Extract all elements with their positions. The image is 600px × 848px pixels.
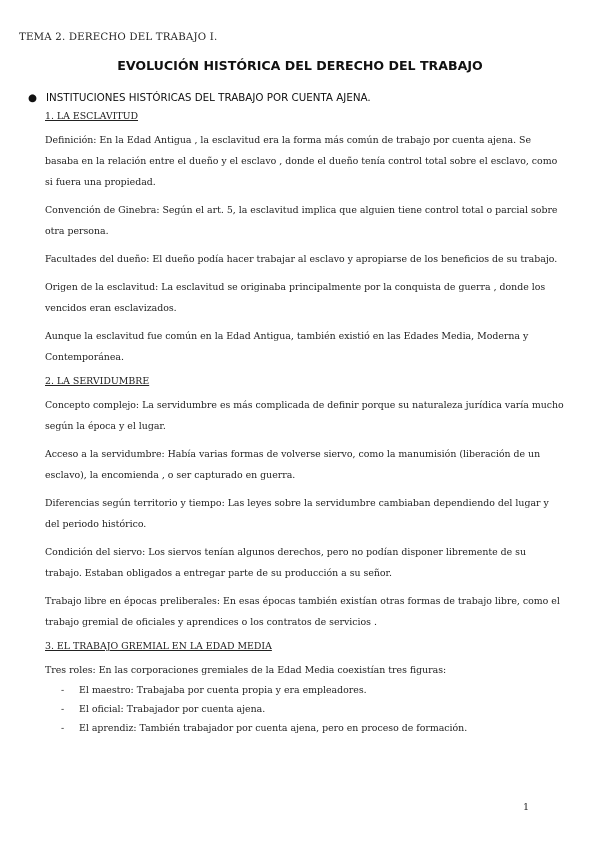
list-item	[45, 719, 565, 738]
list-item	[45, 700, 565, 719]
paragraph: Concepto complejo: La servidumbre es más complicada de definir porque su naturaleza jurídica varía mucho según la época y el lugar.	[45, 400, 564, 432]
section-title-trabajo-gremial: 3. EL TRABAJO GREMIAL EN LA EDAD MEDIA	[45, 641, 272, 652]
list-item-text: El maestro: Trabajaba por cuenta propia y era empleadores.	[79, 685, 367, 696]
list-item-text: El oficial: Trabajador por cuenta ajena.	[79, 704, 266, 715]
paragraph: Tres roles: En las corporaciones gremiales de la Edad Media coexistían tres figuras:	[45, 665, 447, 676]
page-number: 1	[523, 802, 530, 813]
paragraph: Aunque la esclavitud fue común en la Edad Antigua, también existió en las Edades Media, Moderna y Contemporánea.	[45, 331, 529, 363]
paragraph: Convención de Ginebra: Según el art. 5, la esclavitud implica que alguien tiene control total o parcial sobre otra persona.	[45, 205, 558, 237]
dash-bullet: -	[61, 685, 65, 696]
bullet-heading	[28, 92, 371, 104]
roles-list	[45, 681, 565, 738]
dash-bullet: -	[61, 723, 65, 734]
paragraph: Definición: En la Edad Antigua , la esclavitud era la forma más común de trabajo por cuenta ajena. Se basaba en la relación entre el dueño y el esclavo , donde el dueño tenía control total sobre el esclavo, como si fuera una propiedad.	[45, 135, 558, 188]
bullet-heading-text: INSTITUCIONES HISTÓRICAS DEL TRABAJO POR CUENTA AJENA.	[46, 92, 371, 104]
document-header: TEMA 2. DERECHO DEL TRABAJO I.	[19, 32, 218, 43]
section-title-esclavitud: 1. LA ESCLAVITUD	[45, 111, 139, 122]
bullet-icon: ●	[28, 92, 37, 104]
paragraph: Origen de la esclavitud: La esclavitud se originaba principalmente por la conquista de guerra , donde los vencidos eran esclavizados.	[45, 282, 546, 314]
paragraph: Diferencias según territorio y tiempo: Las leyes sobre la servidumbre cambiaban dependiendo del lugar y del periodo histórico.	[45, 498, 549, 530]
paragraph: Acceso a la servidumbre: Había varias formas de volverse siervo, como la manumisión (liberación de un esclavo), la encomienda , o ser capturado en guerra.	[45, 449, 541, 481]
paragraph: Facultades del dueño: El dueño podía hacer trabajar al esclavo y apropiarse de los beneficios de su trabajo.	[45, 254, 558, 265]
dash-bullet: -	[61, 704, 65, 715]
paragraph: Condición del siervo: Los siervos tenían algunos derechos, pero no podían disponer libremente de su trabajo. Estaban obligados a entregar parte de su producción a su señor.	[45, 547, 527, 579]
paragraph: Trabajo libre en épocas preliberales: En esas épocas también existían otras formas de trabajo libre, como el trabajo gremial de oficiales y aprendices o los contratos de servicios .	[45, 596, 560, 628]
list-item	[45, 681, 565, 700]
document-body	[45, 110, 565, 738]
list-item-text: El aprendiz: También trabajador por cuenta ajena, pero en proceso de formación.	[79, 723, 468, 734]
section-title-servidumbre: 2. LA SERVIDUMBRE	[45, 376, 150, 387]
page-title: EVOLUCIÓN HISTÓRICA DEL DERECHO DEL TRABAJO	[117, 58, 483, 73]
